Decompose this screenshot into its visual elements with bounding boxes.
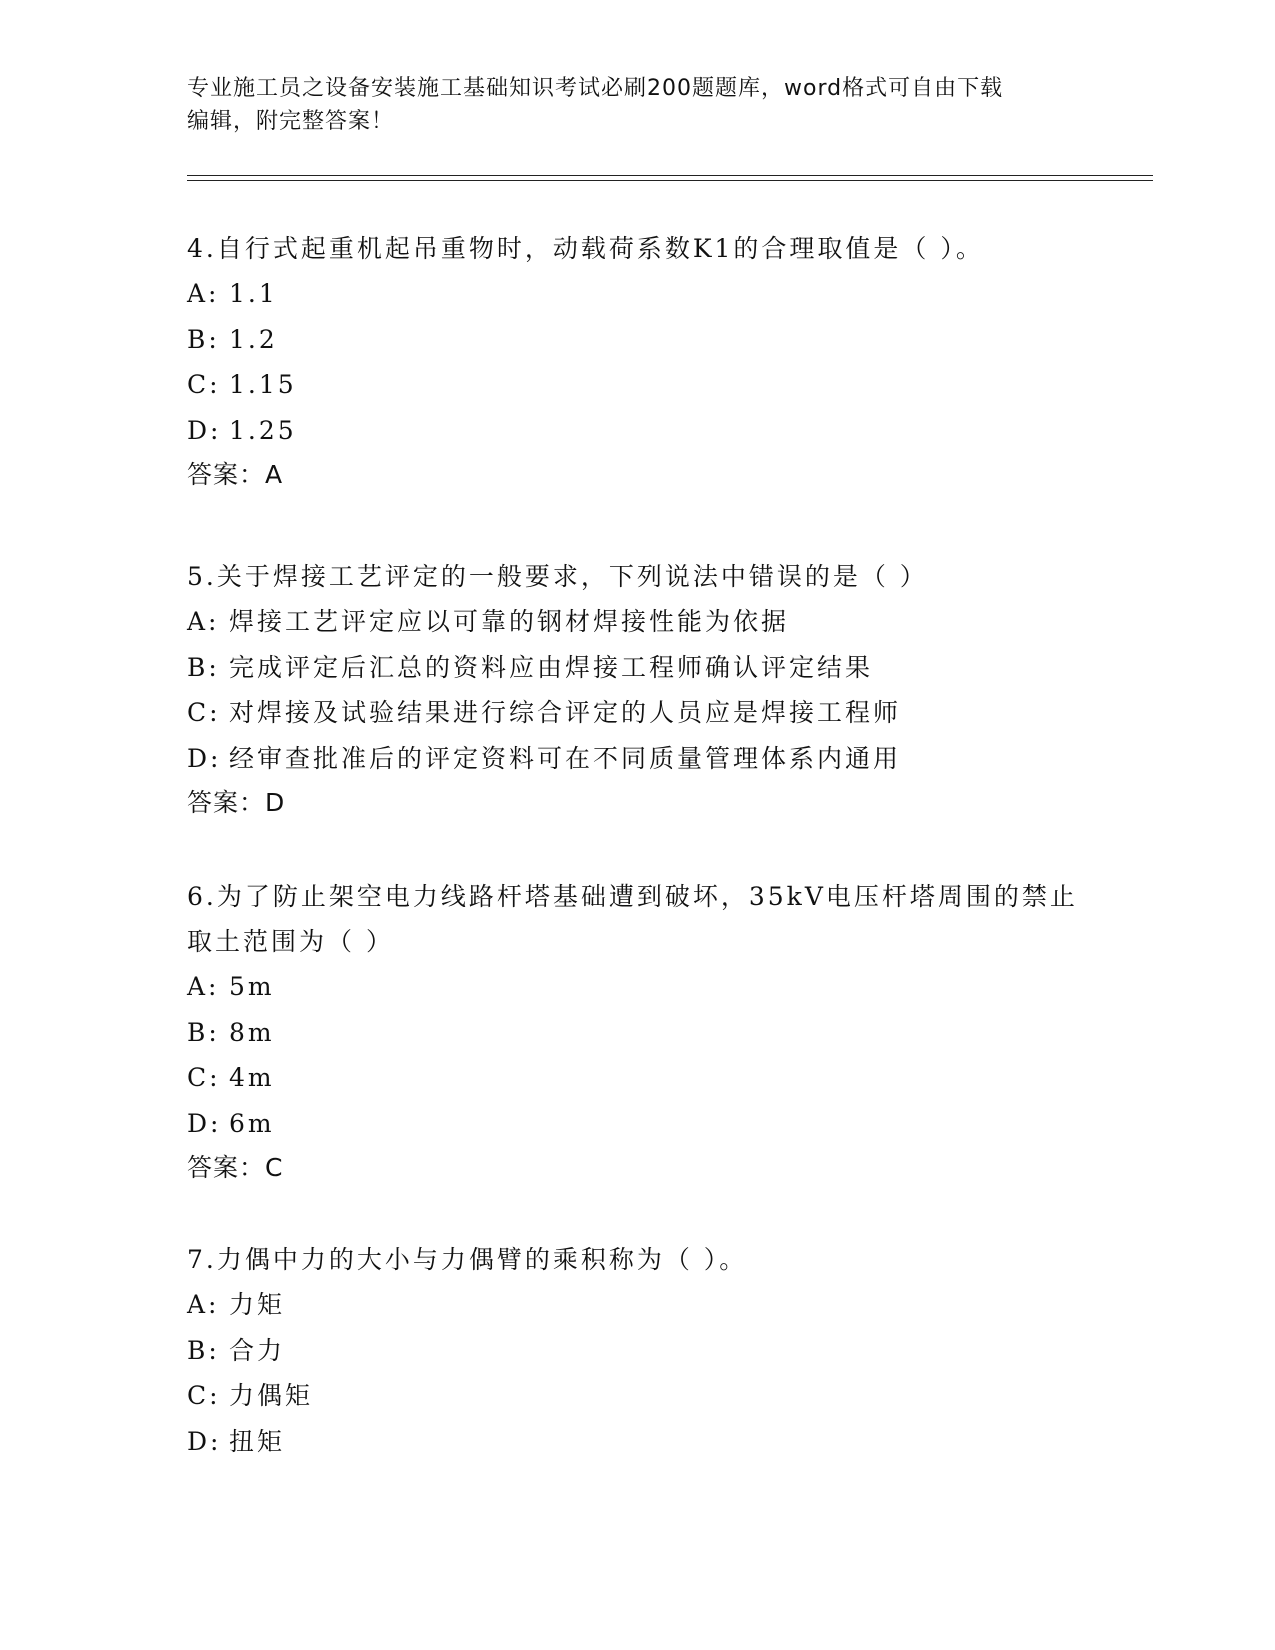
answer-prefix: 答案： <box>187 460 266 489</box>
question-4 <box>187 226 1087 497</box>
option-a <box>187 1282 1087 1328</box>
question-title: 6.为了防止架空电力线路杆塔基础遭到破坏，35kV电压杆塔周围的禁止取土范围为（ ） <box>187 882 1078 956</box>
option-label: B: <box>187 1017 220 1047</box>
answer-value: A <box>265 460 284 489</box>
option-label: A: <box>187 972 220 1001</box>
option-text: 完成评定后汇总的资料应由焊接工程师确认评定结果 <box>229 652 874 682</box>
option-text: 力偶矩 <box>229 1381 314 1410</box>
option-text: 5m <box>229 972 275 1001</box>
option-c <box>187 690 1087 736</box>
option-d <box>187 1419 1087 1465</box>
question-title: 7.力偶中力的大小与力偶臂的乘积称为（ ）。 <box>187 1245 748 1274</box>
option-text: 1.25 <box>229 415 297 445</box>
option-label: B: <box>187 1335 220 1365</box>
option-c <box>187 1373 1087 1419</box>
question-5 <box>187 554 1087 825</box>
option-a <box>187 271 1087 317</box>
option-label: D: <box>187 415 222 445</box>
option-label: A: <box>187 607 220 636</box>
option-d <box>187 408 1087 454</box>
option-text: 合力 <box>229 1335 286 1365</box>
option-a <box>187 964 1087 1010</box>
header-line-1: 专业施工员之设备安装施工基础知识考试必刷200题题库，word格式可自由下载 <box>187 76 1004 101</box>
answer-prefix: 答案： <box>187 1153 266 1182</box>
option-text: 经审查批准后的评定资料可在不同质量管理体系内通用 <box>229 743 902 773</box>
option-text: 1.2 <box>229 324 278 354</box>
option-label: C: <box>187 1063 221 1092</box>
option-label: B: <box>187 324 220 354</box>
question-6 <box>187 874 1087 1190</box>
option-text: 扭矩 <box>229 1426 286 1456</box>
option-text: 8m <box>229 1017 275 1047</box>
answer-value: D <box>265 788 286 817</box>
question-title: 5.关于焊接工艺评定的一般要求，下列说法中错误的是（ ） <box>187 562 928 591</box>
option-text: 对焊接及试验结果进行综合评定的人员应是焊接工程师 <box>229 698 902 727</box>
header-divider-top <box>187 175 1153 176</box>
option-label: D: <box>187 1108 222 1138</box>
answer-line <box>187 1146 1087 1190</box>
answer-line <box>187 453 1087 497</box>
option-a <box>187 599 1087 645</box>
option-b <box>187 317 1087 363</box>
question-title: 4.自行式起重机起吊重物时，动载荷系数K1的合理取值是（ ）。 <box>187 234 984 263</box>
option-b <box>187 1328 1087 1374</box>
option-label: A: <box>187 1290 220 1319</box>
answer-value: C <box>265 1153 284 1182</box>
option-c <box>187 1055 1087 1101</box>
option-b <box>187 645 1087 691</box>
option-text: 1.1 <box>229 279 278 308</box>
option-label: D: <box>187 1426 222 1456</box>
option-label: B: <box>187 652 220 682</box>
option-text: 6m <box>229 1108 275 1138</box>
option-d <box>187 736 1087 782</box>
option-label: C: <box>187 1381 221 1410</box>
option-label: A: <box>187 279 220 308</box>
answer-line <box>187 781 1087 825</box>
answer-prefix: 答案： <box>187 788 266 817</box>
document-header <box>187 72 1067 138</box>
option-label: C: <box>187 698 221 727</box>
option-text: 1.15 <box>229 370 297 399</box>
option-c <box>187 362 1087 408</box>
header-divider-bottom <box>187 180 1153 181</box>
question-7 <box>187 1237 1087 1464</box>
option-text: 力矩 <box>229 1290 286 1319</box>
option-b <box>187 1010 1087 1056</box>
option-text: 4m <box>229 1063 275 1092</box>
option-label: C: <box>187 370 221 399</box>
option-label: D: <box>187 743 222 773</box>
option-d <box>187 1101 1087 1147</box>
option-text: 焊接工艺评定应以可靠的钢材焊接性能为依据 <box>229 607 790 636</box>
header-line-2: 编辑，附完整答案！ <box>187 109 395 134</box>
